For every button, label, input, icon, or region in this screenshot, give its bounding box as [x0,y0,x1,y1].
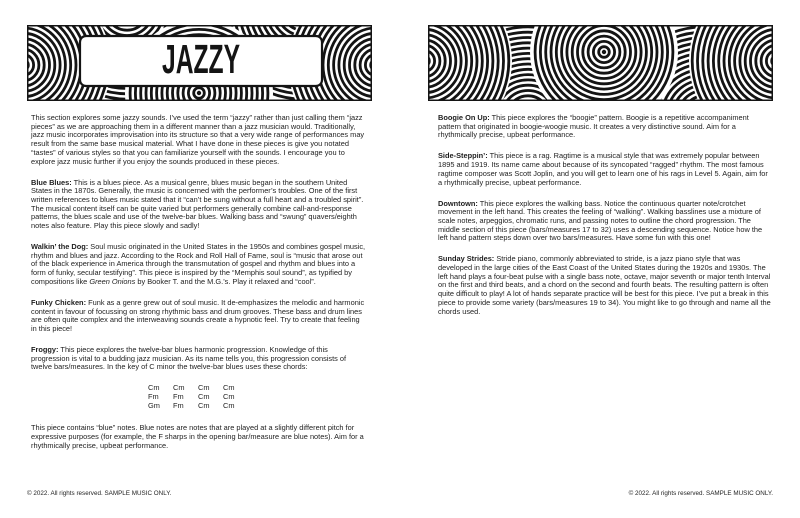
song-title-italic: Green Onions [89,276,136,286]
section-text: This is a blues piece. As a musical genre, blues music began in the southern United States in the 1870s. Generally, the music is concerned with the performer’s troubles. One of the first written references to blues music stated that it “can’t be sung without a full heart and a troubled spirit”. The musical content itself can be quite varied but performers generally combine call-and-response patterns, the blues scale and use of the twelve-bar blues. Walking bass and “swung” quavers/eighth notes also feature. Play this piece slowly and sadly! [31,177,364,231]
section-text: This piece explores the twelve-bar blues harmonic progression. Knowledge of this progression is vital to a budding jazz musician. As its name tells you, this progression consists of twelve bars/measures. In the key of C minor the twelve-bar blues uses these chords: [31,344,347,372]
right-page [428,25,773,329]
section-label: Froggy: [31,344,59,354]
section-text: This piece is a rag. Ragtime is a musical style that was extremely popular between 1895 and 1919. Its name came about because of its syncopated “ragged” rhythm. The most famous ragtime composer was Scott Joplin, and you will get to learn one of his rags in Level 5. Again, aim for a rhythmically precise, upbeat performance. [438,151,768,187]
section-sunday-strides [438,255,773,316]
chord-cell: Cm [198,392,210,402]
chord-cell: Cm [223,392,235,402]
left-page [27,25,372,463]
closing-paragraph: This piece contains “blue” notes. Blue notes are notes that are played at a slightly different pitch for expressive purposes (for example, the F sharps in the opening bar/measure are blue notes). Aim for a rhythmically precise, upbeat performance. [31,423,364,450]
pattern-edge-right [689,25,773,101]
section-text: This piece explores the “boogie” pattern. Boogie is a repetitive accompaniment pattern that originated in boogie-woogie music. It creates a very distinctive sound. Aim for a rhythmically precise, upbeat performance. [438,113,749,140]
section-text: Soul music originated in the United States in the 1950s and combines gospel music, rhythm and blues and jazz. According to the Rock and Roll Hall of Fame, soul is “music that arose out of the black experience in America through the transmutation of gospel and rhythm and blues into a form of funky, secular testifying”. This piece is inspired by the “Memphis soul sound”, as typified by compositions like [31,242,366,286]
section-label: Side-Steppin’: [438,151,488,161]
chord-cell: Cm [198,383,210,393]
section-boogie-on-up [438,114,773,140]
op-art-circles-pattern [27,25,372,101]
section-text: This piece explores the walking bass. Notice the continuous quarter note/crotchet movement in the left hand. This creates the feeling of “walking”. Walking basslines use a mixture of scale notes, arpeggios, chromatic runs, and passing notes to outline the chord progression. The middle section of this piece (bars/measures 17 to 32) uses a descending sequence. Notice how the left hand pattern steps down over two bars/measures. Have some fun with this one! [438,198,763,243]
chord-cell: Cm [173,383,185,393]
section-text: Funk as a genre grew out of soul music. It de-emphasizes the melodic and harmonic content in favour of focussing on strong rhythmic bass and drum grooves. These bass and drum lines are often quite complex and the interweaving sounds create a hypnotic feel. Try to create that feeling in this piece! [31,297,365,333]
section-text: Stride piano, commonly abbreviated to stride, is a jazz piano style that was developed in the large cities of the East Coast of the United States during the 1920s and 1930s. The left hand plays a four-beat pulse with a single bass note, octave, major seventh or major tenth Interval on the first and third beats, and a chord on the second and fourth beats. The resulting pattern is often quite difficult to play! A lot of hands separate practice will be best for this piece. I’ve put a break in this piece to provide some variety (bars/measures 19 to 34). You might like to go through and name all the chords used. [438,254,771,316]
chord-progression-grid [148,384,367,410]
section-label: Downtown: [438,198,478,208]
chord-cell: Cm [223,383,235,393]
right-page-footer: © 2022. All rights reserved. SAMPLE MUSIC ONLY. [628,490,773,497]
chord-cell: Gm [148,400,160,410]
section-downtown [438,200,773,244]
pattern-bullseye-center [530,25,678,101]
section-label: Funky Chicken: [31,297,87,307]
section-label: Sunday Strides: [438,254,495,264]
section-text: by Booker T. and the M.G.’s. Play it relaxed and “cool”. [135,276,316,286]
section-blue-blues [31,179,367,231]
page-title: JAZZY [162,36,240,82]
left-page-footer: © 2022. All rights reserved. SAMPLE MUSIC ONLY. [27,490,172,497]
section-label: Walkin’ the Dog: [31,242,89,252]
section-walkin-the-dog [31,243,367,287]
chord-cell: Cm [198,400,210,410]
section-funky-chicken [31,299,367,334]
pattern-edge-left [428,25,512,101]
chord-cell: Fm [173,392,184,402]
section-label: Boogie On Up: [438,113,490,122]
op-art-circles-pattern [428,25,773,101]
left-header-banner [27,25,372,101]
right-header-banner [428,25,773,101]
section-side-steppin [438,152,773,187]
chord-cell: Cm [223,400,235,410]
left-page-text [31,114,367,451]
chord-cell: Cm [148,383,160,393]
section-label: Blue Blues: [31,177,72,187]
chord-cell: Fm [173,400,184,410]
intro-paragraph: This section explores some jazzy sounds. I’ve used the term “jazzy” rather than just calling them “jazz pieces” as we are approaching them in a different manner than a jazz musician would. Traditionally, jazz music incorporates improvisation into its structure so that a very wide range of performances may result from the same base musical material. What I have done in these pieces is give you notated “tastes” of various styles so that you can familiarize yourself with the sounds. I encourage you to explore jazz music further if you enjoy the sounds produced in these pieces. [31,113,365,166]
chord-cell: Fm [148,392,159,402]
right-page-text [438,114,773,316]
section-froggy [31,346,367,372]
